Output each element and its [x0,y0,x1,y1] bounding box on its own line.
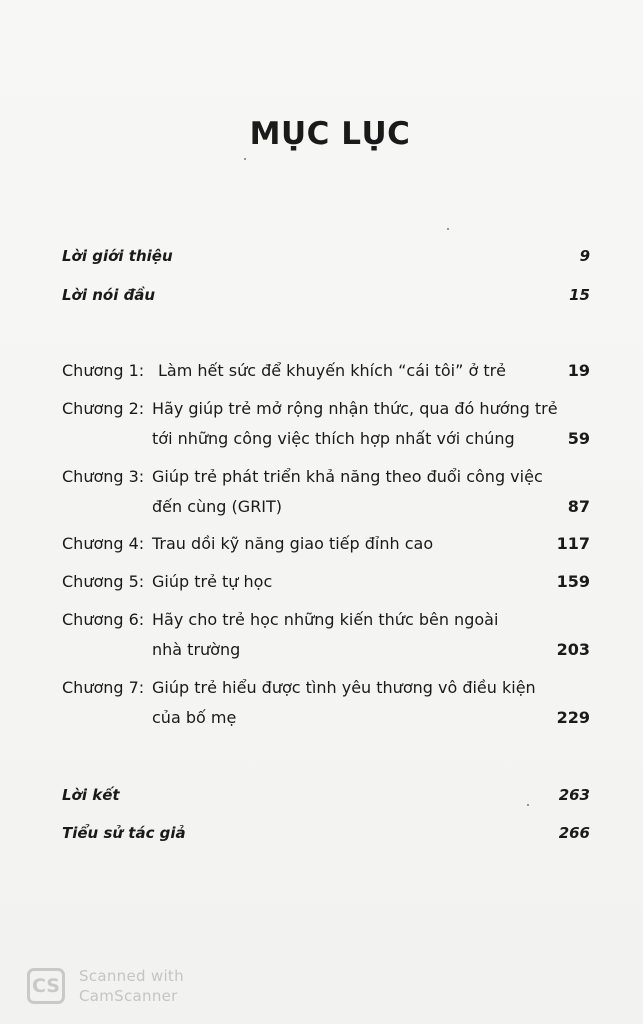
chapter-title-line: Hãy cho trẻ học những kiến thức bên ngoài [152,610,499,629]
scan-speck [447,228,449,230]
chapter-label: Chương 5: [62,572,145,591]
toc-entry-label: Lời giới thiệu [62,247,173,265]
chapter-page: 19 [567,361,590,380]
chapter-title-line: Hãy giúp trẻ mở rộng nhận thức, qua đó hướng trẻ [152,399,558,418]
chapter-page: 159 [556,572,590,591]
toc-entry-page: 9 [579,247,590,265]
chapter-label: Chương 7: [62,678,145,697]
chapter-label: Chương 4: [62,534,145,553]
chapter-title-line: Trau dồi kỹ năng giao tiếp đỉnh cao [152,534,434,553]
chapter-title-line: Giúp trẻ hiểu được tình yêu thương vô điều kiện [152,678,536,697]
toc-entry-introduction [62,246,590,266]
chapter-page: 59 [567,429,590,448]
camscanner-logo-icon: CS [27,968,65,1004]
page-title: MỤC LỤC [249,116,411,152]
toc-entry-page: 266 [558,824,590,842]
chapter-label: Chương 6: [62,610,145,629]
watermark-line-1: Scanned with [79,967,184,985]
toc-entry-author-bio [62,823,590,843]
chapter-title-line: Giúp trẻ phát triển khả năng theo đuổi công việc [152,467,543,486]
scan-speck [244,158,246,160]
chapter-title-line: Làm hết sức để khuyến khích “cái tôi” ở trẻ [158,361,507,380]
chapter-label: Chương 2: [62,399,145,418]
toc-entry-label: Tiểu sử tác giả [62,824,186,842]
chapter-title-line: của bố mẹ [152,708,237,727]
chapter-page: 87 [567,497,590,516]
chapter-title-line: tới những công việc thích hợp nhất với chúng [152,429,515,448]
toc-entry-conclusion [62,785,590,805]
camscanner-watermark [27,966,197,1010]
toc-entry-label: Lời kết [62,786,120,804]
chapter-title-line: Giúp trẻ tự học [152,572,273,591]
chapter-label: Chương 3: [62,467,145,486]
chapter-page: 117 [556,534,590,553]
toc-entry-label: Lời nói đầu [62,286,156,304]
chapter-page: 229 [556,708,590,727]
watermark-line-2: CamScanner [79,987,178,1005]
toc-entry-page: 263 [558,786,590,804]
chapter-page: 203 [556,640,590,659]
chapter-title-line: đến cùng (GRIT) [152,497,283,516]
toc-entry-preface [62,285,590,305]
chapter-title-line: nhà trường [152,640,241,659]
scan-speck [527,804,529,806]
chapter-label: Chương 1: [62,361,145,380]
toc-entry-page: 15 [569,286,590,304]
